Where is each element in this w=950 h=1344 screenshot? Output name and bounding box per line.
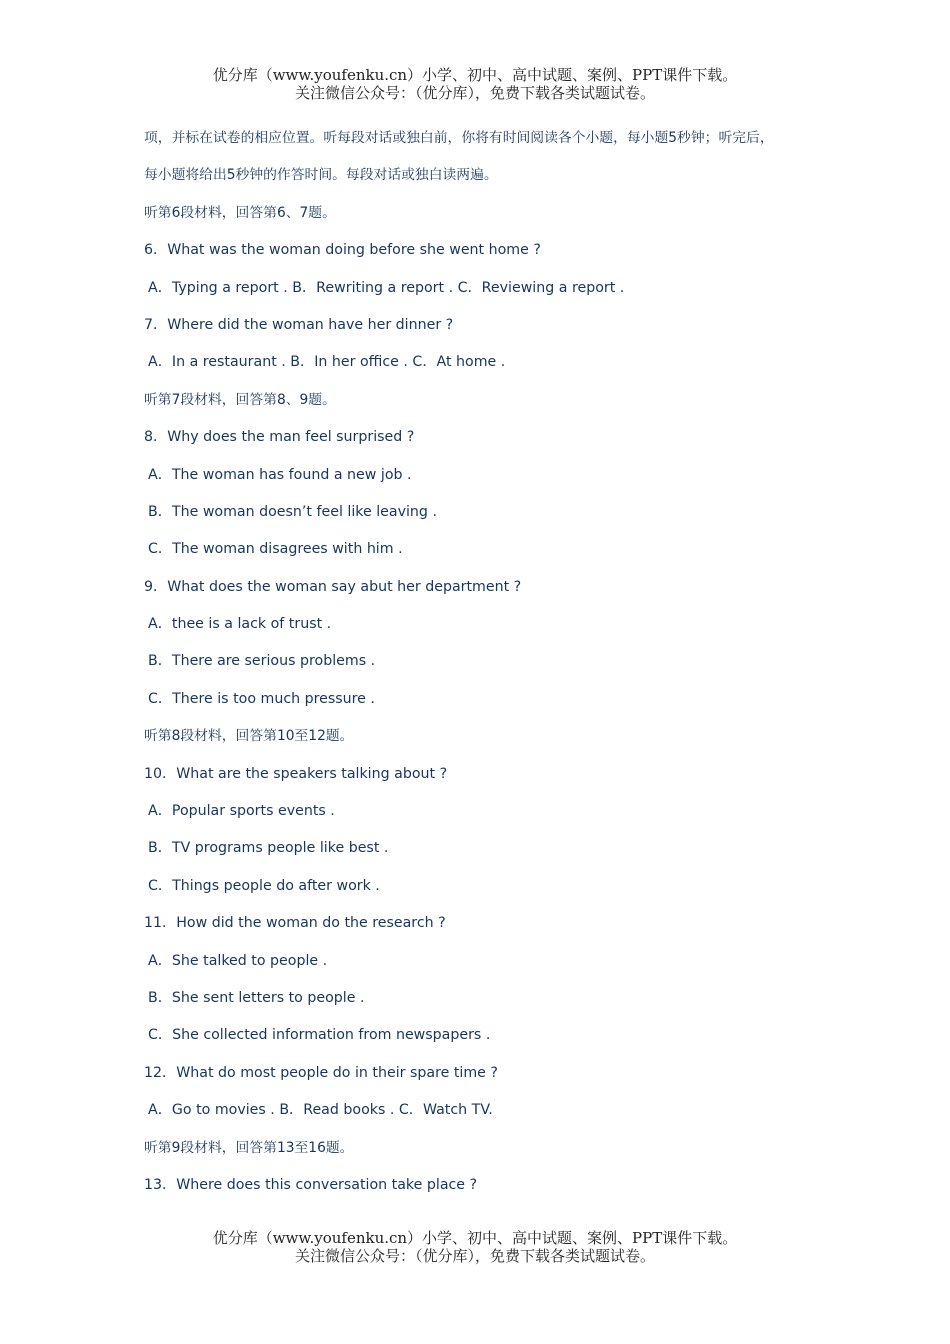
document-body (144, 128, 824, 1212)
option-line: C．Things people do after work . (148, 877, 380, 894)
option-line: A．Typing a report . B．Rewriting a report . C．Reviewing a report . (148, 279, 625, 296)
footer-line-2: 关注微信公众号：（优分库），免费下载各类试题试卷。 (294, 1247, 655, 1265)
question-line: 6．What was the woman doing before she went home ? (144, 242, 541, 259)
question-line: 8．Why does the man feel surprised ? (144, 429, 415, 446)
option-line: A．thee is a lack of trust . (148, 616, 332, 633)
option-line: A．She talked to people . (148, 952, 328, 969)
option-line: B．She sent letters to people . (148, 989, 365, 1006)
option-line: A．The woman has found a new job . (148, 466, 412, 483)
instruction-line: 听第8段材料，回答第10至12题。 (144, 728, 354, 745)
instruction-line: 听第7段材料，回答第8、9题。 (144, 391, 336, 408)
question-line: 7．Where did the woman have her dinner ? (144, 316, 454, 333)
question-line: 9．What does the woman say abut her department ? (144, 578, 522, 595)
option-line: C．The woman disagrees with him . (148, 541, 403, 558)
option-line: C．There is too much pressure . (148, 690, 375, 707)
instruction-line: 听第6段材料，回答第6、7题。 (144, 204, 336, 221)
option-line: B．TV programs people like best . (148, 840, 389, 857)
question-line: 13．Where does this conversation take place ? (144, 1176, 478, 1193)
page-header (0, 66, 950, 102)
option-line: A．Go to movies . B．Read books . C．Watch TV. (148, 1102, 493, 1119)
option-line: A．Popular sports events . (148, 803, 335, 820)
option-line: B．There are serious problems . (148, 653, 376, 670)
instruction-line: 项，并标在试卷的相应位置。听每段对话或独白前，你将有时间阅读各个小题，每小题5秒钟；听完后， (144, 130, 774, 146)
header-line-1: 优分库（www.youfenku.cn）小学、初中、高中试题、案例、PPT课件下载。 (212, 66, 738, 84)
question-line: 10．What are the speakers talking about ? (144, 765, 448, 782)
page-footer (0, 1229, 950, 1265)
footer-line-1: 优分库（www.youfenku.cn）小学、初中、高中试题、案例、PPT课件下载。 (212, 1229, 738, 1247)
instruction-line: 听第9段材料，回答第13至16题。 (144, 1139, 354, 1156)
option-line: A．In a restaurant . B．In her office . C．At home . (148, 354, 506, 371)
question-line: 11．How did the woman do the research ? (144, 915, 446, 932)
option-line: B．The woman doesn’t feel like leaving . (148, 503, 437, 520)
instruction-line: 每小题将给出5秒钟的作答时间。每段对话或独白读两遍。 (144, 167, 498, 184)
header-line-2: 关注微信公众号：（优分库），免费下载各类试题试卷。 (294, 84, 655, 102)
option-line: C．She collected information from newspapers . (148, 1027, 491, 1044)
question-line: 12．What do most people do in their spare time ? (144, 1064, 498, 1081)
